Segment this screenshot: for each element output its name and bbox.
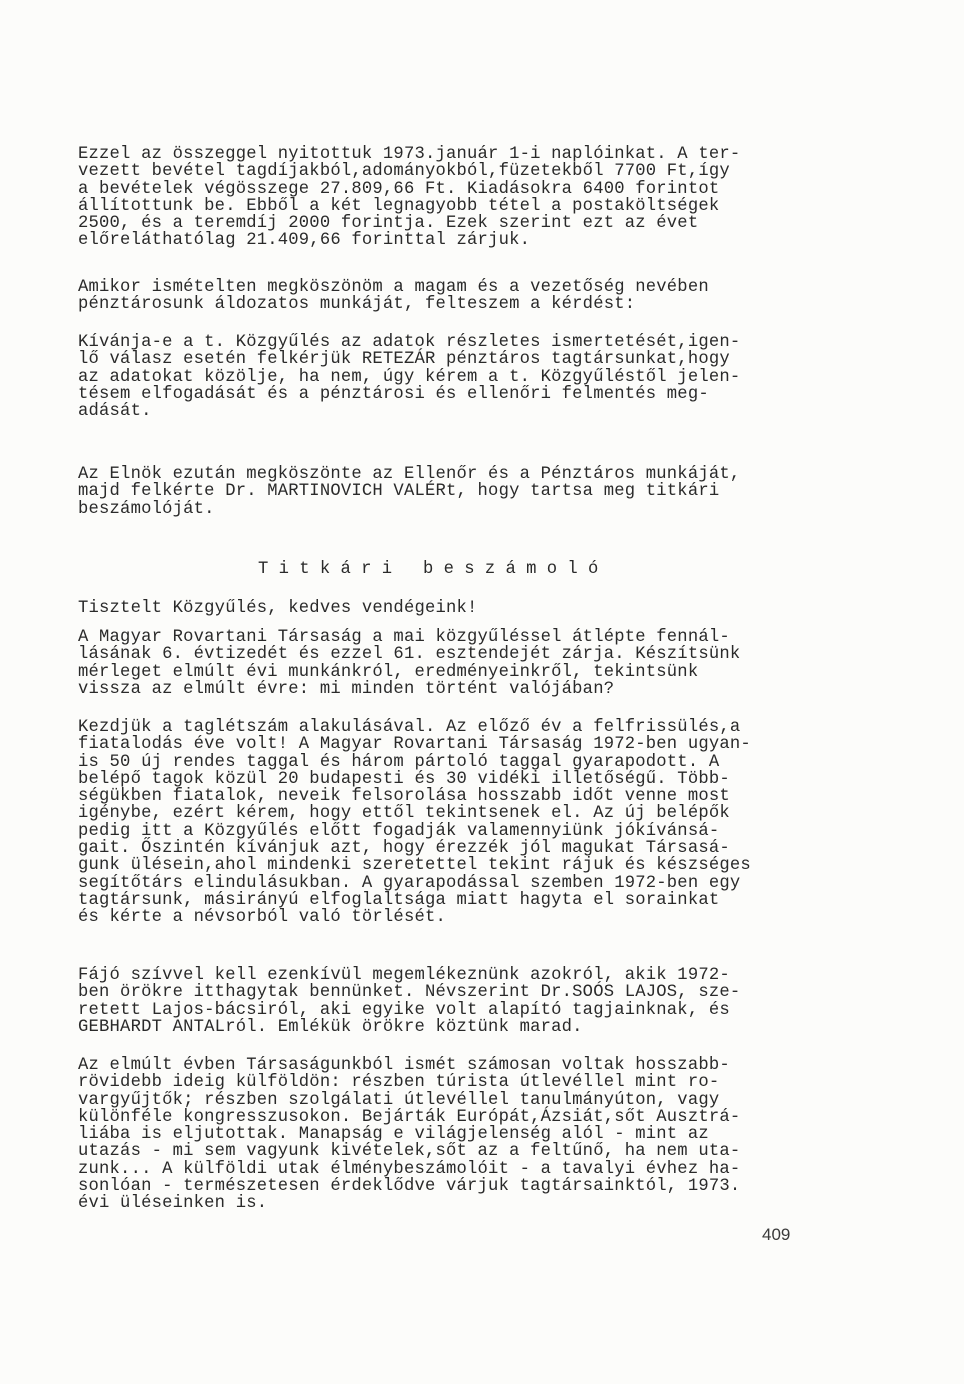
text-line: belépő tagok közül 20 budapesti és 30 vidéki illetőségű. Több- [78, 769, 730, 789]
text-line: beszámolóját. [78, 499, 215, 519]
text-line: rövidebb ideig külföldön: részben túrista útlevéllel mint ro- [78, 1073, 720, 1093]
text-line: tagtársunk, másirányú elfoglaltsága miatt hagyta el sorainkat [78, 890, 720, 910]
text-line: az adatokat közölje, ha nem, úgy kérem a t. Közgyűléstől jelen- [78, 367, 741, 387]
text-line: Tisztelt Közgyűlés, kedves vendégeink! [78, 599, 478, 618]
text-line: évi üléseinken is. [78, 1194, 268, 1214]
text-line: a bevételek végösszege 27.809,66 Ft. Kiadásokra 6400 forintot [78, 179, 720, 199]
text-line: majd felkérte Dr. MARTINOVICH VALÉRt, hogy tartsa meg titkári [78, 482, 720, 502]
text-line: tésem elfogadását és a pénztárosi és ellenőri felmentés meg- [78, 384, 709, 404]
paragraph-thanks [78, 279, 813, 314]
text-line: Ezzel az összeggel nyitottuk 1973.január 1-i naplóinkat. A ter- [78, 145, 741, 164]
text-line: Fájó szívvel kell ezenkívül megemlékeznünk azokról, akik 1972- [78, 966, 730, 985]
text-line: zunk... A külföldi utak élménybeszámolóit - a tavalyi évhez ha- [78, 1159, 741, 1179]
paragraph-travels [78, 1057, 813, 1213]
text-line: igénybe, ezért kérem, hogy ettől tekintsenek el. Az új belépők [78, 804, 730, 824]
page-number: 409 [762, 1225, 791, 1244]
text-line: előreláthatólag 21.409,66 forinttal zárjuk. [78, 231, 531, 251]
text-line: liába is eljutottak. Manapság e világjelenség alól - mint az [78, 1125, 709, 1145]
text-line: utazás - mi sem vagyunk kivételek,sőt az a feltűnő, ha nem uta- [78, 1142, 741, 1162]
text-line: és kérte a névsorból való törlését. [78, 908, 446, 928]
text-line: A Magyar Rovartani Társaság a mai közgyűléssel átlépte fennál- [78, 628, 730, 647]
text-line: állítottunk be. Ebből a két legnagyobb tétel a postaköltségek [78, 196, 720, 216]
text-line: is 50 új rendes taggal és három pártoló taggal gyarapodott. A [78, 752, 720, 772]
text-line: 2500, és a teremdíj 2000 forintja. Ezek szerint ezt az évet [78, 214, 699, 234]
text-line: segítőtárs elindulásukban. A gyarapodással szemben 1972-ben egy [78, 873, 741, 893]
text-line: Kezdjük a taglétszám alakulásával. Az előző év a felfrissülés,a [78, 718, 741, 737]
text-line: vezett bevétel tagdíjakból,adományokból,füzetekből 7700 Ft,így [78, 162, 730, 182]
text-line: vargyűjtők; részben szolgálati útlevéllel tanulmányúton, vagy [78, 1090, 720, 1110]
text-line: Kívánja-e a t. Közgyűlés az adatok részletes ismertetését,igen- [78, 333, 741, 352]
paragraph-chairman [78, 466, 813, 518]
text-line: GEBHARDT ANTALról. Emlékük örökre köztünk marad. [78, 1017, 583, 1037]
text-line: sonlóan - természetesen érdeklődve várjuk tagtársainktól, 1973. [78, 1177, 741, 1197]
text-line: ben örökre itthagytak bennünket. Névszerint Dr.SOÓS LAJOS, sze- [78, 983, 741, 1003]
text-line: Amikor ismételten megköszönöm a magam és a vezetőség nevében [78, 278, 709, 297]
paragraph-budget [78, 146, 813, 250]
text-line: különféle kongresszusokon. Bejárták Európát,Ázsiát,sőt Ausztrá- [78, 1107, 741, 1127]
text-line: pedig itt a Közgyűlés előtt fogadják valamennyiünk jókívánsá- [78, 821, 720, 841]
text-line: gunk ülésein,ahol mindenki szeretettel tekint rájuk és készséges [78, 856, 751, 876]
paragraph-anniversary [78, 629, 813, 698]
paragraph-membership [78, 719, 813, 927]
paragraph-memoriam [78, 967, 813, 1036]
text-line: pénztárosunk áldozatos munkáját, felteszem a kérdést: [78, 295, 636, 315]
paragraph-greeting [78, 600, 813, 617]
text-line: Az elmúlt évben Társaságunkból ismét számosan voltak hosszabb- [78, 1056, 730, 1075]
text-line: mérleget elmúlt évi munkánkról, eredményeinkről, tekintsünk [78, 662, 699, 682]
text-line: lő válasz esetén felkérjük RETEZÁR pénztáros tagtársunkat,hogy [78, 350, 730, 370]
text-line: vissza az elmúlt évre: mi minden történt valójában? [78, 679, 615, 699]
text-line: adását. [78, 402, 152, 422]
text-line: fiatalodás éve volt! A Magyar Rovartani Társaság 1972-ben ugyan- [78, 735, 751, 755]
paragraph-question [78, 334, 813, 420]
text-line: lásának 6. évtizedét és ezzel 61. esztendejét zárja. Készítsünk [78, 645, 741, 665]
text-line: ségükben fiatalok, neveik felsorolása hosszabb időt venne most [78, 787, 730, 807]
text-line: Az Elnök ezután megköszönte az Ellenőr és a Pénztáros munkáját, [78, 465, 741, 484]
text-line: gait. Őszintén kívánjuk azt, hogy érezzék jól magukat Társasá- [78, 839, 730, 859]
text-line: retett Lajos-bácsiról, aki egyike volt alapító tagjainknak, és [78, 1000, 730, 1020]
section-title: T i t k á r i b e s z á m o l ó [258, 560, 599, 579]
